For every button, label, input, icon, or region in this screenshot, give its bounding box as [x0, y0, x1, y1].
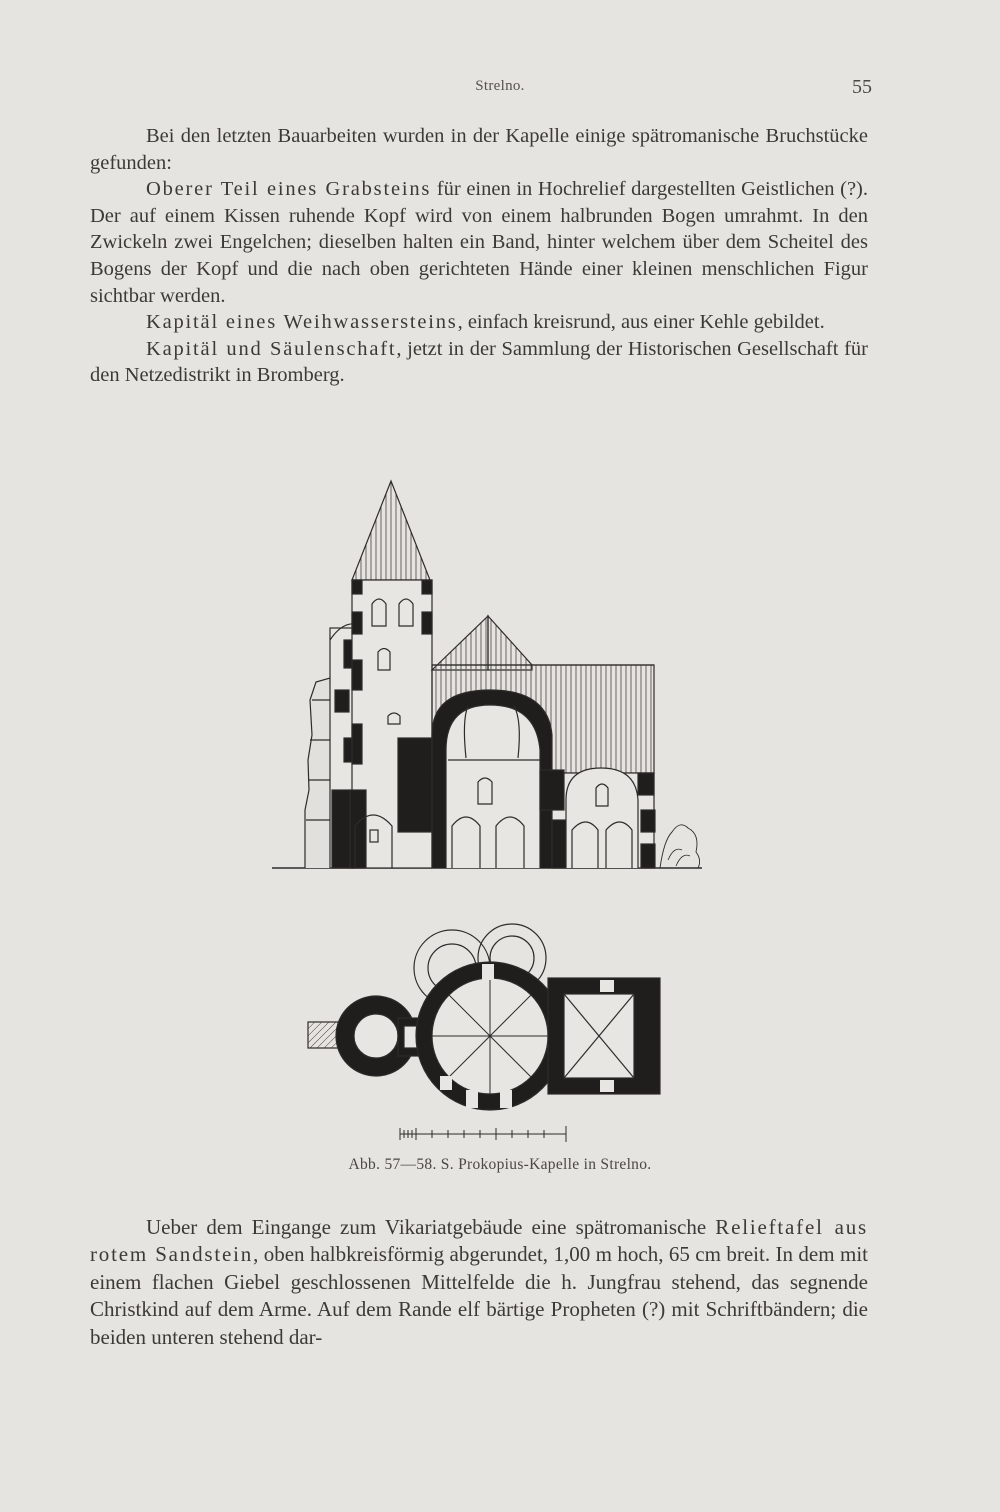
running-title: Strelno. [475, 78, 525, 94]
ground-plan-drawing [308, 924, 660, 1110]
spaced-term: Relieftafel aus rotem Sandstein [90, 1215, 868, 1267]
paragraph [90, 336, 868, 389]
chapel-illustration [0, 470, 1000, 1190]
paragraph-text: Ueber dem Eingange zum Vikariatgebäude eine spätromanische [146, 1215, 716, 1239]
paragraph-text: , einfach kreisrund, aus einer Kehle gebildet. [457, 311, 825, 334]
body-text-top [90, 123, 868, 389]
paragraph [90, 176, 868, 309]
spaced-term: Kapitäl und Säulenschaft [146, 337, 397, 360]
paragraph [90, 123, 868, 176]
spaced-term: Kapitäl eines Weihwassersteins [146, 311, 458, 334]
paragraph-text: Bei den letzten Bauarbeiten wurden in der Kapelle einige spätromanische Bruchstücke gefunden: [90, 125, 868, 174]
spaced-term: Oberer Teil eines Grabsteins [146, 178, 432, 201]
section-elevation-drawing [272, 481, 702, 868]
paragraph-text: , oben halbkreisförmig abgerundet, 1,00 m hoch, 65 cm breit. In dem mit einem flachen Giebel geschlossenen Mittelfelde die h. Jungfrau stehend, das segnende Christkind auf dem Arme. Auf dem Rande elf bärtige Propheten (?) mit Schriftbändern; die beiden unteren stehend dar- [90, 1242, 868, 1349]
paragraph [90, 1214, 868, 1351]
page-number: 55 [852, 76, 872, 98]
paragraph-text: , jetzt in der Sammlung der Historischen Gesellschaft für den Netzedistrikt in Bromberg. [90, 337, 869, 387]
paragraph-text: für einen in Hochrelief dargestellten Geistlichen (?). Der auf einem Kissen ruhende Kopf wird von einem halbrunden Bogen umrahmt. In den Zwickeln zwei Engelchen; dieselben halten ein Band, hinter welchem über dem Scheitel des Bogens der Kopf und die nach oben gerichteten Hände einer kleinen menschlichen Figur sichtbar werden. [90, 178, 868, 307]
body-text-bottom [90, 1214, 868, 1351]
figure-caption: Abb. 57—58. S. Prokopius-Kapelle in Strelno. [348, 1156, 652, 1173]
paragraph [90, 309, 868, 336]
scale-bar [400, 1126, 566, 1142]
figure-chapel-drawings [0, 470, 1000, 1190]
